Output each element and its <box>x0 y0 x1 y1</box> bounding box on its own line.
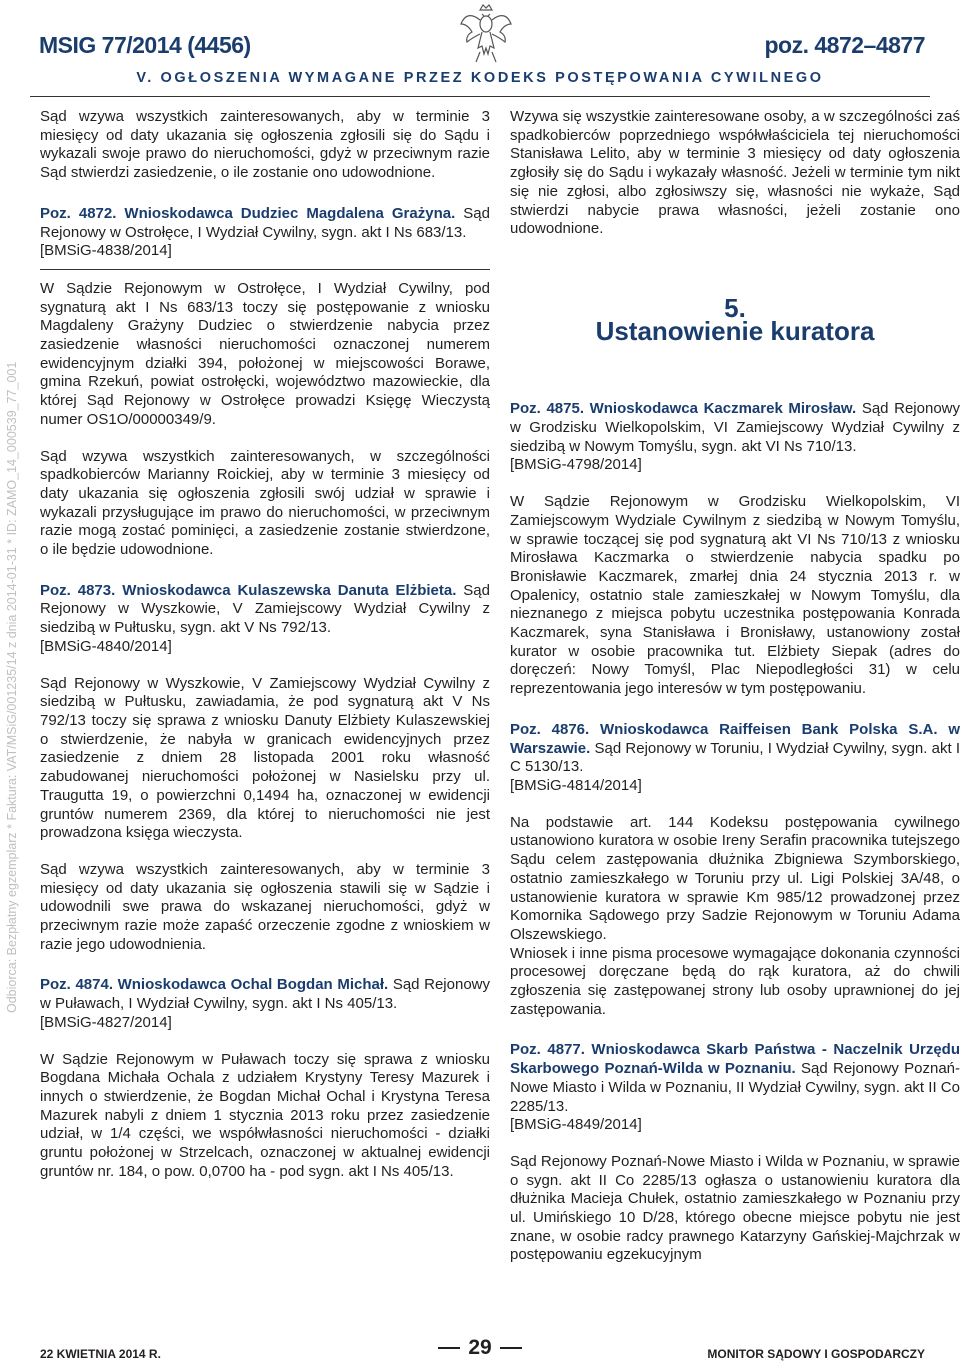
section-title: V. OGŁOSZENIA WYMAGANE PRZEZ KODEKS POSTĘPOWANIA CYWILNEGO <box>136 70 824 86</box>
recipient-watermark: Odbiorca: Bezpłatny egzemplarz * Faktura: VAT/MSiG/001235/14 z dnia 2014-01-31 * ID: ZAMO_14_000539_77_001 <box>5 361 19 1013</box>
divider <box>40 269 490 270</box>
court-info: Sąd Rejonowy w Ostrołęce, I Wydział Cywilny, sygn. akt I Ns 683/13. <box>40 204 490 241</box>
issue-number: MSIG 77/2014 (4456) <box>39 32 251 58</box>
entry-heading: Poz. 4872. Wnioskodawca Dudziec Magdalena Grażyna. <box>40 204 456 222</box>
entry-4877 <box>510 1041 960 1116</box>
right-column <box>510 108 960 1265</box>
section-heading: Ustanowienie kuratora <box>595 315 875 346</box>
paragraph: W Sądzie Rejonowym w Puławach toczy się sprawa z wniosku Bogdana Michała Ochala z udziałem Krystyny Teresy Mazurek i innych o stwierdzenie, że Bogdan Michał Ochal i Krystyna Teresa Mazurek nabyli z dniem 1 stycznia 2013 roku przez zasiedzenie udział, w 1/4 części, we współwłasności nieruchomości - działki gruntu położonej w Strzelcach, oznaczonej w aktualnej ewidencji gruntów nr. 184, o pow. 0,0700 ha - pod sygn. akt I Ns 405/13. <box>40 1050 490 1180</box>
court-info: Sąd Rejonowy w Wyszkowie, V Zamiejscowy Wydział Cywilny z siedzibą w Pułtusku, sygn. akt V Ns 792/13. <box>40 581 490 637</box>
reference-code: [BMSiG-4827/2014] <box>40 1013 172 1031</box>
reference-code: [BMSiG-4849/2014] <box>510 1116 642 1134</box>
page-number-value: 29 <box>468 1336 492 1359</box>
entry-4876 <box>510 721 960 777</box>
reference-code: [BMSiG-4798/2014] <box>510 456 642 474</box>
court-info: Sąd Rejonowy w Grodzisku Wielkopolskim, VI Zamiejscowy Wydział Cywilny z siedzibą w Nowym Tomyślu, sygn. akt VI Ns 710/13. <box>510 400 960 455</box>
footer-date: 22 KWIETNIA 2014 R. <box>40 1347 161 1361</box>
entry-heading: Poz. 4877. Wnioskodawca Skarb Państwa - Naczelnik Urzędu Skarbowego Poznań-Wilda w Poznaniu. <box>510 1041 960 1078</box>
reference-code: [BMSiG-4840/2014] <box>40 637 172 655</box>
reference-code: [BMSiG-4838/2014] <box>40 242 172 260</box>
paragraph: Sąd wzywa wszystkich zainteresowanych, w szczególności spadkobierców Marianny Roickiej, aby w terminie 3 miesięcy od daty ukazania się ogłoszenia zgłosili swój udział w sprawie i wykazali przysługujące im prawo do nieruchomości, w przeciwnym razie mogą zostać pominięci, a zasiedzenie zostanie stwierdzone, o ile będzie udowodnione. <box>40 447 490 559</box>
left-column <box>40 108 490 1181</box>
entry-4872 <box>40 205 490 242</box>
entry-heading: Poz. 4875. Wnioskodawca Kaczmarek Mirosław. <box>510 400 857 418</box>
court-info: Sąd Rejonowy Poznań-Nowe Miasto i Wilda w Poznaniu, II Wydział Cywilny, sygn. akt II Co 2285/13. <box>510 1060 960 1115</box>
paragraph: Sąd Rejonowy Poznań-Nowe Miasto i Wilda w Poznaniu, w sprawie o sygn. akt II Co 2285/13 ogłasza o ustanowieniu kuratora dla dłużnika Macieja Chułek, ostatnio zamieszkałego w Poznaniu przy ul. Umińskiego 10 D/28, którego obecne miejsce pobytu nie jest znane, w osobie radcy prawnego Katarzyny Gańskiej-Majchrzak w postępowaniu egzekucyjnym <box>510 1152 960 1264</box>
paragraph: Sąd wzywa wszystkich zainteresowanych, aby w terminie 3 miesięcy od daty ukazania się ogłoszenia zgłosili się do Sądu i wykazali swoje prawo do nieruchomości, gdyż w przeciwnym razie Sąd stwierdzi zasiedzenie, o ile zostanie ono udowodnione. <box>40 108 490 182</box>
entry-4874 <box>40 976 490 1013</box>
entry-heading: Poz. 4873. Wnioskodawca Kulaszewska Danuta Elżbieta. <box>40 581 457 599</box>
entry-4875 <box>510 400 960 456</box>
entry-heading: Poz. 4876. Wnioskodawca Raiffeisen Bank Polska S.A. w Warszawie. <box>510 720 960 757</box>
section-number: 5. <box>724 292 746 323</box>
paragraph: W Sądzie Rejonowym w Ostrołęce, I Wydział Cywilny, pod sygnaturą akt I Ns 683/13 toczy się postępowanie z wniosku Magdaleny Grażyny Dudziec o stwierdzenie nabycia przez zasiedzenie własności nieruchomości oznaczonej numerem ewidencyjnym działki 394, położonej w miejscowości Borawe, gmina Rzekuń, powiat ostrołęcki, województwo mazowieckie, dla której Sąd Rejonowy w Ostrołęce prowadzi Księgę Wieczystą numer OS1O/00000349/9. <box>40 279 490 428</box>
court-info: Sąd Rejonowy w Puławach, I Wydział Cywilny, sygn. akt I Ns 405/13. <box>40 976 490 1013</box>
paragraph: W Sądzie Rejonowym w Grodzisku Wielkopolskim, VI Zamiejscowym Wydziale Cywilnym z siedzibą w Nowym Tomyślu, w sprawie toczącej się pod sygnaturą akt VI Ns 710/13 z wniosku Mirosława Kaczmarka o stwierdzenie nabycia spadku po Bronisławie Kaczmarek, zmarłej dnia 24 stycznia 2013 r. w Opalenicy, ostatnio stale zamieszkałej w Nowym Tomyślu, dla nieznanego z miejsca pobytu uczestnika postępowania Konrada Kaczmarek, syna Stanisława i Bronisławy, ustanowiony został kurator w osobie pracownika tut. Elżbiety Siepak (adres do doręczeń: Nowy Tomyśl, Plac Niepodległości 31) w celu reprezentowania jego interesów w tym postępowaniu. <box>510 493 960 698</box>
entry-heading: Poz. 4874. Wnioskodawca Ochal Bogdan Michał. <box>40 976 389 994</box>
paragraph: Wzywa się wszystkie zainteresowane osoby, a w szczególności zaś spadkobierców poprzedniego współwłaściciela tej nieruchomości Stanisława Lelito, aby w terminie 3 miesięcy od daty ogłoszenia zgłosiły się do Sądu i wykazały własność. Jeżeli w terminie tym nikt się nie zgłosi, albo zgłosiwszy się, własności nie wykaże, Sąd stwierdzi nabycie prawa własności, jeżeli zostanie ono udowodnione. <box>510 108 960 238</box>
court-info: Sąd Rejonowy w Toruniu, I Wydział Cywilny, sygn. akt I C 5130/13. <box>510 739 960 776</box>
reference-code: [BMSiG-4814/2014] <box>510 776 642 794</box>
section-header <box>30 62 930 97</box>
entry-4873 <box>40 582 490 638</box>
entry-range: poz. 4872–4877 <box>764 32 925 58</box>
paragraph: Wniosek i inne pisma procesowe wymagające dokonania czynności procesowej doręczane będą do rąk kuratora, aż do chwili zgłoszenia się zastępowanej strony lub osoby uprawnionej do jej zastępowania. <box>510 944 960 1018</box>
paragraph: Sąd wzywa wszystkich zainteresowanych, aby w terminie 3 miesięcy od daty ukazania się ogłoszenia stawili się w Sądzie i udowodnili swe prawa do wskazanej nieruchomości, gdyż w przeciwnym razie może zapaść orzeczenie zgodne z wnioskiem w razie jego udowodnienia. <box>40 860 490 953</box>
eagle-emblem-icon <box>458 2 514 66</box>
footer-publisher: MONITOR SĄDOWY I GOSPODARCZY <box>707 1347 925 1361</box>
paragraph: Sąd Rejonowy w Wyszkowie, V Zamiejscowy Wydział Cywilny z siedzibą w Pułtusku, zawiadamia, że pod sygnaturą akt V Ns 792/13 toczy się sprawa z wniosku Danuty Elżbiety Kulaszewskiej o stwierdzenie, że nabyła w granicach ewidencyjnych przez zasiedzenie z dniem 28 listopada 2001 roku własność zabudowanej nieruchomości położonej w Nasielsku przy ul. Traugutta 19, o powierzchni 0,1494 ha, oznaczonej w ewidencji gruntów numerem 2369, dla której to nieruchomości nie jest prowadzona księga wieczysta. <box>40 674 490 842</box>
paragraph: Na podstawie art. 144 Kodeksu postępowania cywilnego ustanowiono kuratora w osobie Ireny Serafin pracownika tutejszego Sądu celem zastępowania dłużnika Zbigniewa Szymborskiego, ostatnio zamieszkałego w Toruniu przy ul. Ligi Polskiej 3A/48, o ustanowienie kuratora w sprawie Km 985/12 prowadzonej przez Komornika Sądowego przy Sadzie Rejonowym w Toruniu Adama Olszewskiego. <box>510 813 960 943</box>
